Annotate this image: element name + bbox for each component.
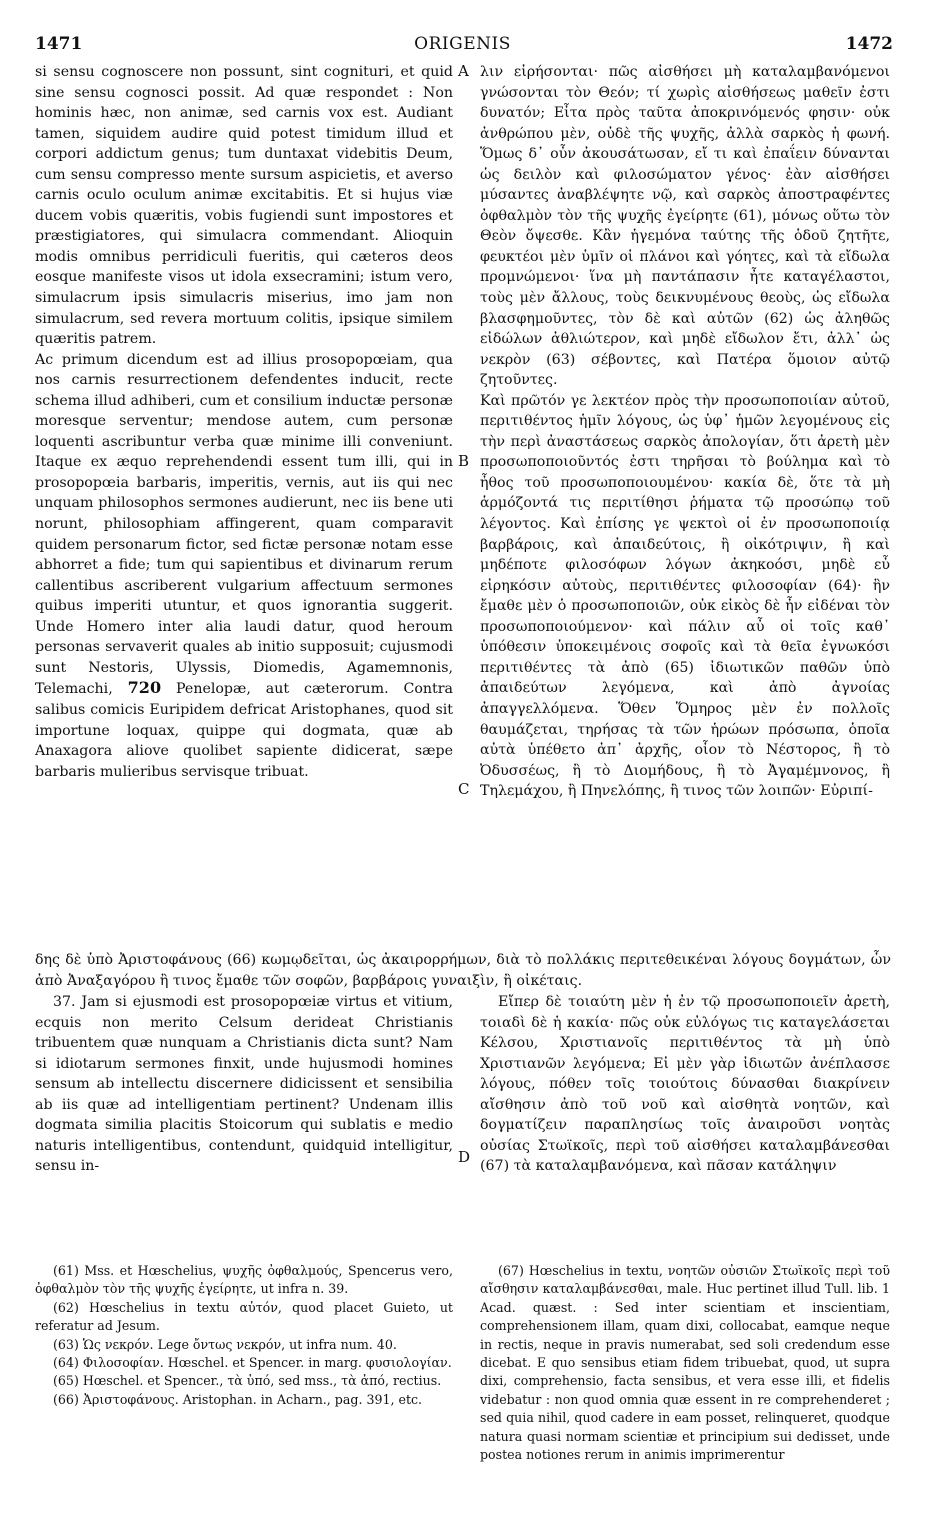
footnote: (66) Ἀριστοφάνους. Aristophan. in Acharn., pag. 391, etc. bbox=[53, 1391, 423, 1407]
footnote: (67) Hœschelius in textu, νοητῶν οὐσιῶν Στωϊκοῖς περὶ τοῦ αἴσθησιν καταλαμβάνεσθαι, male. Huc pertinet illud Tull. lib. 1 Acad. quæst. : Sed inter scientiam et inscientiam, comprehensionem illam, quam dixi, collocabat, eamque neque in rectis, neque in pravis numerabat, sed soli credendum esse dicebat. E quo sensibus etiam fidem tribuebat, quod, ut supra dixi, comprehensio, facta sensibus, et vera esse illi, et fidelis videbatur : non quod omnia quæ essent in re comprehenderet ; sed quia nihil, quod cadere in eam posset, relinqueret, quodque natura quasi normam scientiæ et principium sui dedisset, unde postea notiones rerum in animis imprimerentur bbox=[480, 1263, 890, 1463]
footnotes-right bbox=[480, 1262, 890, 1464]
footnote: (64) Φιλοσοφίαν. Hœschel. et Spencer. in marg. φυσιολογίαν. bbox=[53, 1355, 452, 1371]
margin-letter-b: B bbox=[458, 452, 470, 470]
latin-paragraph: si sensu cognoscere non possunt, sint cognituri, et quid sine sensu cognosci possit. Ad quæ respondet : Non hominis hæc, non animæ, sed carnis vox est. Audiant tamen, siquidem audire quid potest timidum illud et corpori addictum genus; tum duntaxat videbitis Deum, cum sensu compresso mente sursum aspicietis, et averso carnis oculo oculum animæ excitabitis. Et si hujus viæ ducem vobis quæritis, vobis fugiendi sunt impostores et præstigiatores, qui simulacra commendant. Alioquin modis omnibus perridiculi fueritis, qui cæteros deos eosque manifeste visos ut idola exsecramini; istum vero, simulacrum ipsis simulacris miserius, imo jam non simulacrum, sed revera mortuum colitis, ipsique similem quæritis patrem. bbox=[35, 64, 453, 348]
margin-letter-a: A bbox=[458, 62, 469, 80]
footnote: (63) Ὡς νεκρόν. Lege ὄντως νεκρόν, ut infra num. 40. bbox=[53, 1336, 397, 1352]
greek-full-width-line: δης δὲ ὑπὸ Ἀριστοφάνους (66) κωμῳδεῖται, ὡς ἀκαιρορρήμων, διὰ τὸ πολλάκις περιτεθεικέναι λόγους δογμάτων, ὧν ἀπὸ Ἀναξαγόρου ἢ τινος ἔμαθε τῶν σοφῶν, βαρβάροις γυναιξὶν, ἢ οἰκέταις. bbox=[35, 952, 891, 989]
latin-column-top bbox=[35, 62, 453, 782]
margin-letter-c: C bbox=[458, 780, 470, 798]
footnote: (61) Mss. et Hœschelius, ψυχῆς ὀφθαλμούς, Spencerus vero, ὀφθαλμὸν τὸν τῆς ψυχῆς ἐγείρητε, ut infra n. 39. bbox=[35, 1263, 453, 1297]
greek-column-bottom bbox=[480, 992, 890, 1177]
greek-paragraph: λιν εἰρήσονται· πῶς αἰσθήσει μὴ καταλαμβανόμενοι γνώσονται τὸν Θεόν; τί χωρὶς αἰσθήσεως μαθεῖν ἐστι δυνατόν; Εἶτα πρὸς ταῦτα ἀποκρινόμενός φησιν· οὐκ ἀνθρώπου μὲν, οὐδὲ τῆς ψυχῆς, ἀλλὰ σαρκὸς ἡ φωνή. Ὅμως δ᾽ οὖν ἀκουσάτωσαν, εἴ τι καὶ ἐπαΐειν δύνανται ὡς δειλὸν καὶ φιλοσώματον γένος· ἐὰν αἰσθήσει μύσαντες ἀναβλέψητε νῷ, καὶ σαρκὸς ἀποστραφέντες ὀφθαλμὸν τὸν τῆς ψυχῆς ἐγείρητε (61), μόνως οὕτω τὸν Θεὸν ὄψεσθε. Κἂν ἡγεμόνα ταύτης τῆς ὁδοῦ ζητῆτε, φευκτέοι μὲν ὑμῖν οἱ πλάνοι καὶ γόητες, καὶ τὰ εἴδωλα προμνώμενοι· ἵνα μὴ παντάπασιν ἦτε καταγέλαστοι, τοὺς μὲν ἄλλους, τοὺς δεικνυμένους θεοὺς, ὡς εἴδωλα βλασφημοῦντες, τὸν δὲ καὶ αὐτῶν (62) ὡς ἀληθῶς εἰδώλων ἀθλιώτερον, καὶ μηδὲ εἴδωλον ἔτι, ἀλλ᾽ ὡς νεκρὸν (63) σέβοντες, καὶ Πατέρα ὅμοιον αὐτῷ ζητοῦντες. bbox=[480, 64, 890, 389]
margin-letter-d: D bbox=[458, 1148, 471, 1166]
right-page-number: 1472 bbox=[845, 34, 893, 54]
latin-text: Ac primum dicendum est ad illius prosopopœiam, qua nos carnis resurrectionem defendentes inducit, recte schema illud adhiberi, cum et consilium inductæ personæ moresque serventur; mendose autem, cum personæ loquenti ascribuntur verba quæ minime illi conveniunt. Itaque ex æquo reprehendendi essent tum illi, qui in prosopopœia barbaris, imperitis, vernis, aut iis qui nec unquam philosophos sermones audierunt, nec iis bene uti norunt, philosophiam affingerent, quam comparavit quidem personarum fictor, sed fictæ personæ notam esse abhorret a fide; tum qui sapientibus et divinarum rerum callentibus ascriberent vulgarium affectuum sermones quibus imperiti utuntur, et quos ignorantia suggerit. Unde Homero inter alia laudi datur, quod heroum personas servaverit quales ab initio supposuit; cujusmodi sunt Nestoris, Ulyssis, Diomedis, Agamemnonis, Telemachi, bbox=[35, 351, 453, 698]
latin-paragraph: 37. Jam si ejusmodi est prosopopœiæ virtus et vitium, ecquis non merito Celsum derideat Christianis tribuentem quæ nunquam a Christianis dicta sunt? Nam si idiotarum sermones finxit, unde hujusmodi homines sensum ab intellectu discernere didicissent et sensibilia ab iis quæ ad intelligentiam pertinent? Undenam illis dogmata similia placitis Stoicorum qui sublatis e medio naturis intelligentibus, contendunt, quidquid intelligitur, sensu in- bbox=[35, 994, 453, 1175]
footnote: (62) Hœschelius in textu αὐτόν, quod placet Guieto, ut referatur ad Jesum. bbox=[35, 1299, 453, 1334]
greek-paragraph: Καὶ πρῶτόν γε λεκτέον πρὸς τὴν προσωποποιίαν αὐτοῦ, περιτιθέντος ἡμῖν λόγους, ὡς ὑφ᾽ ἡμῶν λεγομένους εἰς τὴν περὶ ἀναστάσεως σαρκὸς ἀπολογίαν, ὅτι ἀρετὴ μὲν προσωποποιοῦντός ἐστι τηρῆσαι τὸ βούλημα καὶ τὸ ἦθος τοῦ προσωποποιουμένου· κακία δὲ, ὅτε τὰ μὴ ἁρμόζοντά τις περιτίθησι ῥήματα τῷ προσώπῳ τοῦ λέγοντος. Καὶ ἐπίσης γε ψεκτοὶ οἱ ἐν προσωποποιίᾳ βαρβάροις, καὶ ἀπαιδεύτοις, ἢ οἰκότριψιν, ἢ καὶ μηδέποτε φιλοσόφων λόγων ἀκηκοόσι, μηδὲ εὖ εἰρηκόσιν αὐτοὺς, περιτιθέντες φιλοσοφίαν (64)· ἣν ἔμαθε μὲν ὁ προσωποποιῶν, οὐκ εἰκὸς δὲ ἦν εἰδέναι τὸν προσωποποιούμενον· καὶ πάλιν αὖ οἱ τοῖς καθ᾽ ὑπόθεσιν ὑποκειμένοις σοφοῖς καὶ τὰ θεῖα ἐγνωκόσι περιτιθέντες τὰ ἀπὸ (65) ἰδιωτικῶν παθῶν ὑπὸ ἀπαιδεύτων λεγόμενα, καὶ ἀπὸ ἀγνοίας ἀπαγγελλόμενα. Ὅθεν Ὅμηρος μὲν ἐν πολλοῖς θαυμάζεται, τηρήσας τὰ τῶν ἡρώων πρόσωπα, ὁποῖα αὐτὰ ὑπέθετο ἀπ᾽ ἀρχῆς, οἷον τὸ Νέστορος, ἢ τὸ Ὀδυσσέως, ἢ τὸ Διομήδους, ἢ τὸ Ἀγαμέμνονος, ἢ Τηλεμάχου, ἢ Πηνελόπης, ἢ τινος τῶν λοιπῶν· Εὐριπί- bbox=[480, 392, 890, 800]
latin-text: Penelopæ, aut cæterorum. Contra salibus comicis Euripidem defricat Aristophanes, quod sit importune loquax, quippe qui dogmata, quæ ab Anaxagora aliove quolibet sapiente didicerat, sæpe barbaris mulieribus servisque tribuat. bbox=[35, 681, 454, 780]
page-header bbox=[0, 34, 925, 56]
latin-paragraph bbox=[35, 350, 453, 782]
greek-column-top bbox=[480, 62, 890, 802]
left-page-number: 1471 bbox=[35, 34, 83, 54]
running-title: ORIGENIS bbox=[414, 34, 511, 54]
latin-column-bottom bbox=[35, 992, 453, 1177]
column-marker: 720 bbox=[127, 678, 162, 698]
greek-paragraph: Εἴπερ δὲ τοιαύτη μὲν ἡ ἐν τῷ προσωποποιεῖν ἀρετὴ, τοιαδὶ δὲ ἡ κακία· πῶς οὐκ εὐλόγως τις καταγελάσεται Κέλσου, Χριστιανοῖς περιτιθέντος τὰ μὴ ὑπὸ Χριστιανῶν λεγόμενα; Εἰ μὲν γὰρ ἰδιωτῶν ἀνέπλασσε λόγους, πόθεν τοῖς τοιούτοις δύνασθαι διακρίνειν αἴσθησιν ἀπὸ τοῦ νοῦ καὶ αἰσθητὰ νοητῶν, καὶ δογματίζειν παραπλησίως τοῖς ἀναιροῦσι νοητὰς οὐσίας Στωϊκοῖς, περὶ τοῦ αἰσθήσει καταλαμβάνεσθαι (67) τὰ καταλαμβανόμενα, καὶ πᾶσαν κατάληψιν bbox=[480, 994, 890, 1175]
footnote: (65) Hœschel. et Spencer., τὰ ὑπό, sed mss., τὰ ἀπό, rectius. bbox=[53, 1373, 442, 1389]
footnotes-left bbox=[35, 1262, 453, 1409]
